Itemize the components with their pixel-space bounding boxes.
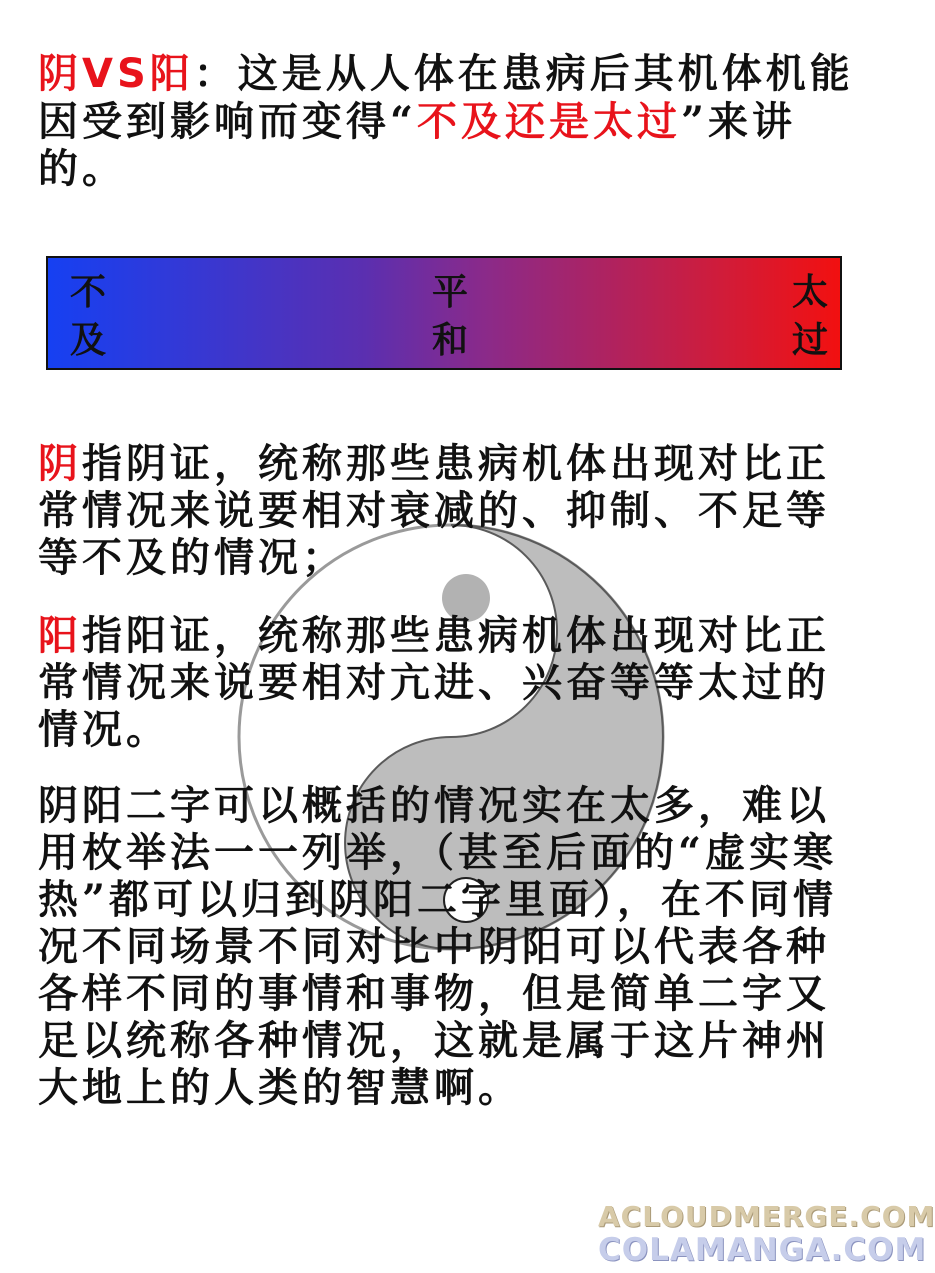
- yang-paragraph: [38, 612, 858, 753]
- watermark-colamanga: COLAMANGA.COM: [598, 1232, 927, 1268]
- deficiency-excess-scale-bar: [46, 256, 842, 370]
- yin-paragraph: [38, 440, 858, 581]
- title-colon: ：: [193, 50, 238, 97]
- yang-key: 阳: [38, 612, 82, 659]
- scale-label-excess: 太过: [791, 271, 828, 361]
- intro-highlight: 不及还是太过: [417, 98, 682, 145]
- yin-key: 阴: [38, 440, 82, 487]
- summary-paragraph: 阴阳二字可以概括的情况实在太多，难以用枚举法一一列举，（甚至后面的“虚实寒热”都可以归到阴阳二字里面），在不同情况不同场景不同对比中阴阳可以代表各种各样不同的事情和事物，但是简单二字又足以统称各种情况，这就是属于这片神州大地上的人类的智慧啊。: [38, 782, 838, 1111]
- yin-text: 指阴证，统称那些患病机体出现对比正常情况来说要相对衰减的、抑制、不足等等不及的情况；: [38, 440, 830, 581]
- scale-label-deficiency: 不及: [69, 271, 106, 361]
- intro-text-before: 这是从人体在患病后其机体机能因受到影响而变得“: [38, 50, 854, 145]
- intro-text-after: ”来讲的。: [38, 98, 797, 192]
- title-yang: 阳: [149, 50, 194, 97]
- yang-text: 指阳证，统称那些患病机体出现对比正常情况来说要相对亢进、兴奋等等太过的情况。: [38, 612, 830, 753]
- scale-label-balance: 平和: [431, 271, 468, 361]
- title-vs: VS: [82, 51, 150, 97]
- intro-paragraph: [38, 50, 858, 192]
- title-yin: 阴: [38, 50, 82, 97]
- watermark-acloudmerge: ACLOUDMERGE.COM: [598, 1200, 935, 1233]
